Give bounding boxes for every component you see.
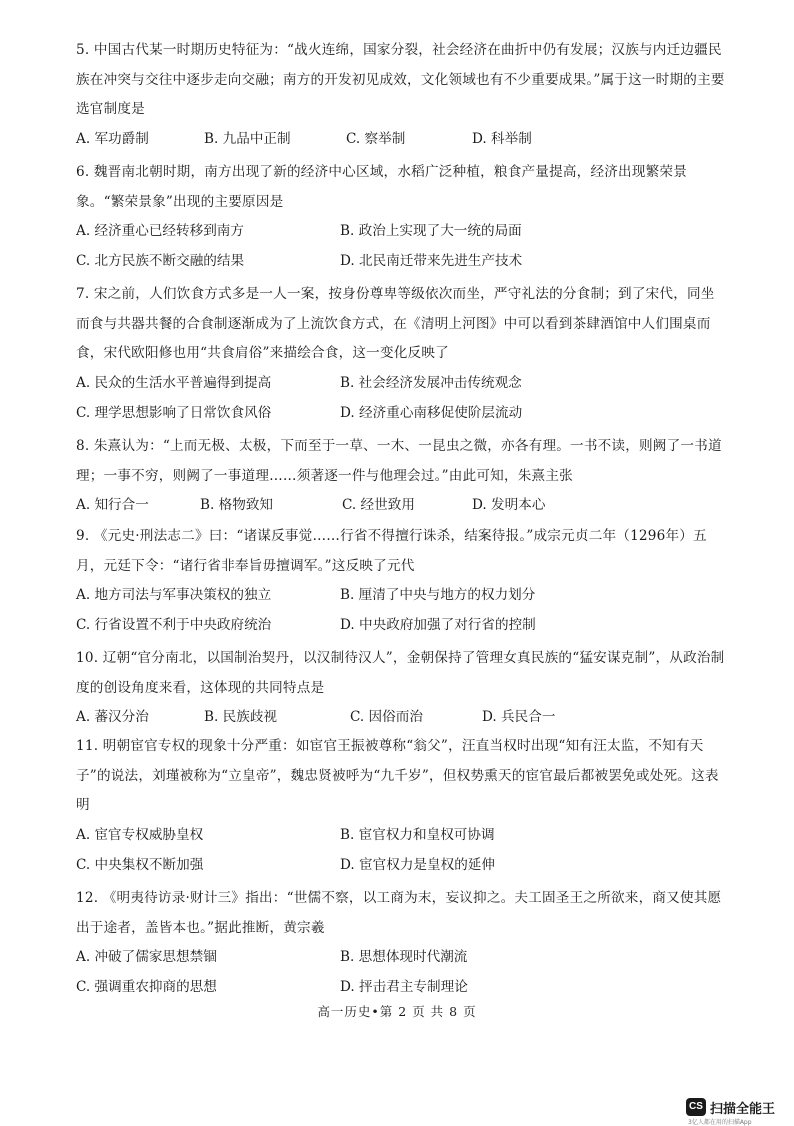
question-stem: 5. 中国古代某一时期历史特征为：“战火连绵，国家分裂，社会经济在曲折中仍有发展；汉族与内迁边疆民族在冲突与交往中逐步走向交融；南方的开发初见成效，文化领域也有不少重要成果。”属于这一时期的主要选官制度是	[76, 42, 725, 117]
option-c: C. 中央集权不断加强	[76, 856, 204, 873]
option-d: D. 中央政府加强了对行省的控制	[340, 617, 536, 633]
watermark-tagline: 3亿人都在用的扫描App	[688, 1119, 752, 1126]
option-b: B. 政治上实现了大一统的局面	[340, 223, 522, 239]
question-options	[76, 943, 726, 1003]
question-stem: 10. 辽朝“官分南北，以国制治契丹，以汉制待汉人”，金朝保持了管理女真民族的“猛安谋克制”，从政治制度的创设角度来看，这体现的共同特点是	[76, 650, 725, 696]
option-a: A. 宦官专权威胁皇权	[76, 826, 204, 843]
question-options	[76, 125, 726, 155]
question-options	[76, 369, 726, 429]
option-a: A. 民众的生活水平普遍得到提高	[76, 374, 272, 391]
option-d: D. 科举制	[472, 130, 532, 147]
question-6	[76, 158, 726, 277]
option-b: B. 民族歧视	[204, 709, 278, 725]
question-stem: 11. 明朝宦官专权的现象十分严重：如宦官王振被尊称“翁父”，汪直当权时出现“知有汪太监，不知有天子”的说法，刘瑾被称为“立皇帝”，魏忠贤被呼为“九千岁”，但权势熏天的宦官最后都被罢免或处死。这表明	[76, 738, 719, 813]
option-a: A. 经济重心已经转移到南方	[76, 223, 244, 239]
option-d: D. 经济重心南移促使阶层流动	[340, 404, 523, 421]
option-b: B. 格物致知	[200, 497, 274, 513]
watermark-name: 扫描全能王	[710, 1102, 776, 1117]
option-c: C. 行省设置不利于中央政府统治	[76, 617, 272, 633]
option-d: D. 兵民合一	[482, 709, 556, 725]
question-stem: 7. 宋之前，人们饮食方式多是一人一案，按身份尊卑等级依次而坐，严守礼法的分食制；到了宋代，同坐而食与共器共餐的合食制逐渐成为了上流饮食方式，在《清明上河图》中可以看到茶肆酒馆中人们围桌而食，宋代欧阳修也用“共食肩俗”来描绘合食，这一变化反映了	[76, 286, 715, 361]
camscanner-logo-icon: CS	[686, 1098, 706, 1116]
question-7	[76, 280, 726, 429]
question-options	[76, 491, 726, 521]
question-8	[76, 432, 726, 521]
question-11	[76, 732, 726, 881]
question-12	[76, 884, 726, 1003]
question-stem: 9. 《元史·刑法志二》曰：“诸谋反事觉……行省不得擅行诛杀，结案待报。”成宗元贞二年（1296年）五月，元廷下令：“诸行省非奉旨毋擅调军。”这反映了元代	[76, 528, 707, 574]
page-footer: 高一历史•第 2 页 共 8 页	[317, 1004, 477, 1019]
option-a: A. 冲破了儒家思想禁锢	[76, 949, 217, 965]
question-stem: 6. 魏晋南北朝时期，南方出现了新的经济中心区域，水稻广泛种植，粮食产量提高，经济出现繁荣景象。“繁荣景象”出现的主要原因是	[76, 164, 688, 210]
option-c: C. 北方民族不断交融的结果	[76, 253, 245, 269]
question-options	[76, 703, 726, 733]
option-c: C. 强调重农抑商的思想	[76, 979, 217, 995]
option-a: A. 军功爵制	[76, 130, 149, 147]
question-10	[76, 644, 726, 733]
scanner-watermark	[686, 1098, 786, 1126]
option-c: C. 经世致用	[342, 497, 415, 513]
question-9	[76, 522, 726, 641]
question-stem: 12. 《明夷待访录·财计三》指出：“世儒不察，以工商为末，妄议抑之。夫工固圣王之所欲来，商又使其愿出于途者，盖皆本也。”据此推断，黄宗羲	[76, 890, 722, 936]
option-c: C. 理学思想影响了日常饮食风俗	[76, 404, 272, 421]
option-b: B. 九品中正制	[204, 130, 291, 147]
option-a: A. 地方司法与军事决策权的独立	[76, 587, 272, 603]
question-stem: 8. 朱熹认为：“上而无极、太极，下而至于一草、一木、一昆虫之微，亦各有理。一书不读，则阙了一书道理；一事不穷，则阙了一事道理……须著逐一件与他理会过。”由此可知，朱熹主张	[76, 438, 722, 484]
option-b: B. 宦官权力和皇权可协调	[340, 826, 495, 843]
option-a: A. 知行合一	[76, 497, 149, 513]
question-options	[76, 581, 726, 641]
option-d: D. 发明本心	[472, 497, 546, 513]
option-c: C. 因俗而治	[350, 709, 423, 725]
question-options	[76, 821, 726, 881]
option-d: D. 北民南迁带来先进生产技术	[340, 253, 523, 269]
option-b: B. 社会经济发展冲击传统观念	[340, 374, 522, 391]
option-d: D. 抨击君主专制理论	[340, 979, 468, 995]
question-options	[76, 217, 726, 277]
option-b: B. 厘清了中央与地方的权力划分	[340, 587, 536, 603]
option-c: C. 察举制	[346, 130, 406, 147]
option-a: A. 蕃汉分治	[76, 709, 149, 725]
option-d: D. 宦官权力是皇权的延伸	[340, 856, 495, 873]
question-5	[76, 36, 726, 155]
option-b: B. 思想体现时代潮流	[340, 949, 468, 965]
